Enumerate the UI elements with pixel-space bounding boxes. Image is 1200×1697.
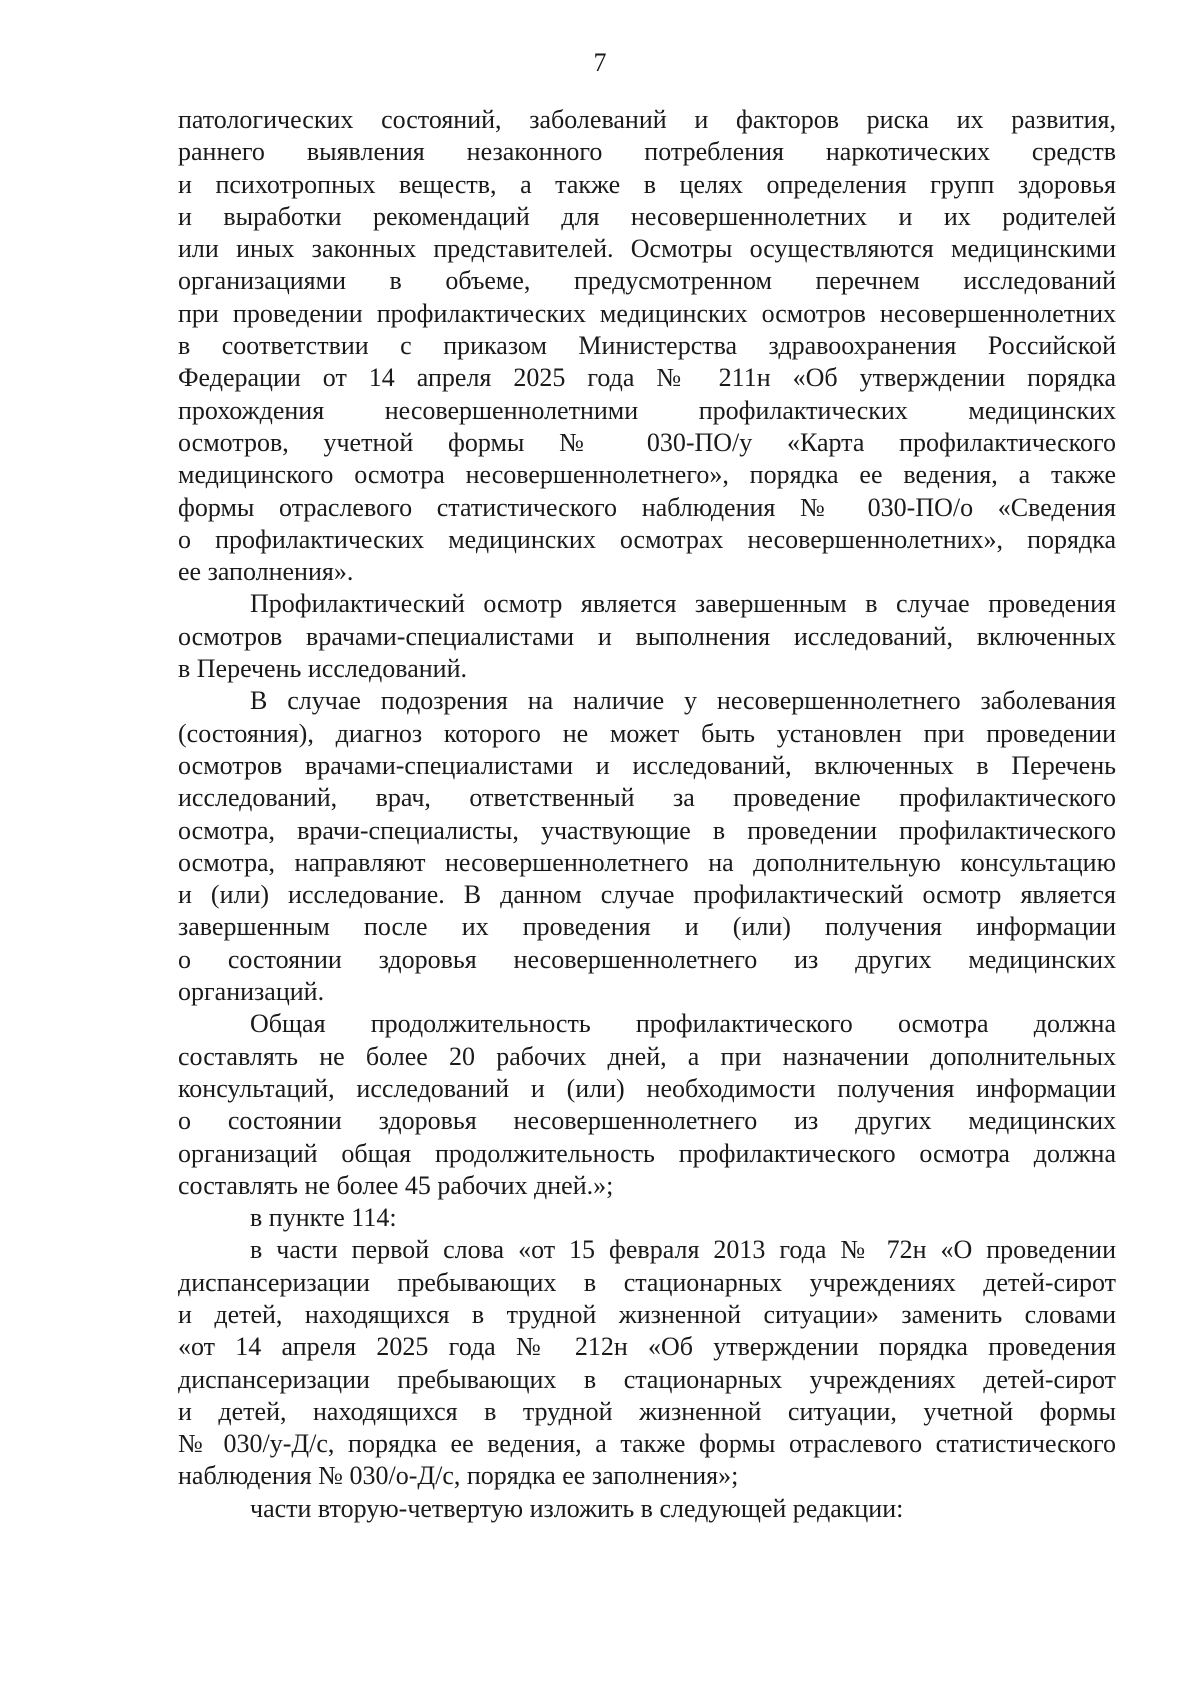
text-line: организаций. <box>178 977 325 1007</box>
text-line: Общая продолжительность профилактического осмотра должна <box>250 1009 1116 1039</box>
text-line: осмотров, учетной формы № 030-ПО/у «Карта профилактического <box>178 427 1116 457</box>
text-line: Федерации от 14 апреля 2025 года № 211н «Об утверждении порядка <box>178 363 1116 393</box>
text-line: «от 14 апреля 2025 года № 212н «Об утверждении порядка проведения <box>178 1332 1116 1362</box>
text-line: о состоянии здоровья несовершеннолетнего из других медицинских <box>178 944 1116 974</box>
text-line: диспансеризации пребывающих в стационарных учреждениях детей-сирот <box>178 1364 1116 1394</box>
paragraph-1 <box>178 104 1116 588</box>
text-line: организаций общая продолжительность профилактического осмотра должна <box>178 1138 1116 1168</box>
text-line: при проведении профилактических медицинских осмотров несовершеннолетних <box>178 298 1116 328</box>
text-line: составлять не более 20 рабочих дней, а при назначении дополнительных <box>178 1041 1116 1071</box>
text-line: прохождения несовершеннолетними профилактических медицинских <box>178 395 1116 425</box>
text-line: (состояния), диагноз которого не может быть установлен при проведении <box>178 718 1116 748</box>
text-line: и психотропных веществ, а также в целях определения групп здоровья <box>178 169 1116 199</box>
paragraph-5 <box>178 1202 1116 1234</box>
text-line: осмотра, врачи-специалисты, участвующие в проведении профилактического <box>178 815 1116 845</box>
paragraph-2 <box>178 588 1116 685</box>
text-line: патологических состояний, заболеваний и факторов риска их развития, <box>178 105 1116 134</box>
text-line: и выработки рекомендаций для несовершеннолетних и их родителей <box>178 201 1116 231</box>
text-line: и (или) исследование. В данном случае профилактический осмотр является <box>178 880 1116 910</box>
text-line: формы отраслевого статистического наблюдения № 030-ПО/о «Сведения <box>178 492 1116 522</box>
text-line: в части первой слова «от 15 февраля 2013 года № 72н «О проведении <box>250 1235 1116 1265</box>
page-number: 7 <box>593 48 607 77</box>
paragraph-7 <box>178 1493 1116 1525</box>
text-line: № 030/у-Д/с, порядка ее ведения, а также формы отраслевого статистического <box>178 1429 1116 1459</box>
text-line: В случае подозрения на наличие у несовершеннолетнего заболевания <box>250 686 1116 716</box>
document-body <box>178 104 1116 1525</box>
text-line: наблюдения № 030/о-Д/с, порядка ее заполнения»; <box>178 1461 739 1491</box>
text-line: о состоянии здоровья несовершеннолетнего из других медицинских <box>178 1106 1116 1136</box>
text-line: завершенным после их проведения и (или) получения информации <box>178 912 1116 942</box>
text-line: о профилактических медицинских осмотрах несовершеннолетних», порядка <box>178 524 1116 554</box>
text-line: в пункте 114: <box>250 1203 397 1233</box>
text-line: раннего выявления незаконного потребления наркотических средств <box>178 137 1116 167</box>
paragraph-3 <box>178 685 1116 1008</box>
text-line: диспансеризации пребывающих в стационарных учреждениях детей-сирот <box>178 1267 1116 1297</box>
text-line: в Перечень исследований. <box>178 654 467 684</box>
text-line: исследований, врач, ответственный за проведение профилактического <box>178 783 1116 813</box>
text-line: составлять не более 45 рабочих дней.»; <box>178 1170 614 1200</box>
text-line: осмотров врачами-специалистами и исследований, включенных в Перечень <box>178 750 1116 780</box>
text-line: или иных законных представителей. Осмотры осуществляются медицинскими <box>178 234 1116 264</box>
paragraph-4 <box>178 1008 1116 1202</box>
text-line: организациями в объеме, предусмотренном перечнем исследований <box>178 266 1116 296</box>
text-line: Профилактический осмотр является завершенным в случае проведения <box>250 589 1116 619</box>
text-line: медицинского осмотра несовершеннолетнего», порядка ее ведения, а также <box>178 460 1116 490</box>
text-line: осмотров врачами-специалистами и выполнения исследований, включенных <box>178 621 1116 651</box>
text-line: в соответствии с приказом Министерства здравоохранения Российской <box>178 331 1116 361</box>
text-line: осмотра, направляют несовершеннолетнего на дополнительную консультацию <box>178 847 1116 877</box>
text-line: части вторую-четвертую изложить в следующей редакции: <box>250 1493 904 1523</box>
paragraph-6 <box>178 1234 1116 1492</box>
text-line: и детей, находящихся в трудной жизненной ситуации, учетной формы <box>178 1396 1116 1426</box>
text-line: и детей, находящихся в трудной жизненной ситуации» заменить словами <box>178 1299 1116 1329</box>
text-line: ее заполнения». <box>178 557 354 587</box>
text-line: консультаций, исследований и (или) необходимости получения информации <box>178 1073 1116 1103</box>
